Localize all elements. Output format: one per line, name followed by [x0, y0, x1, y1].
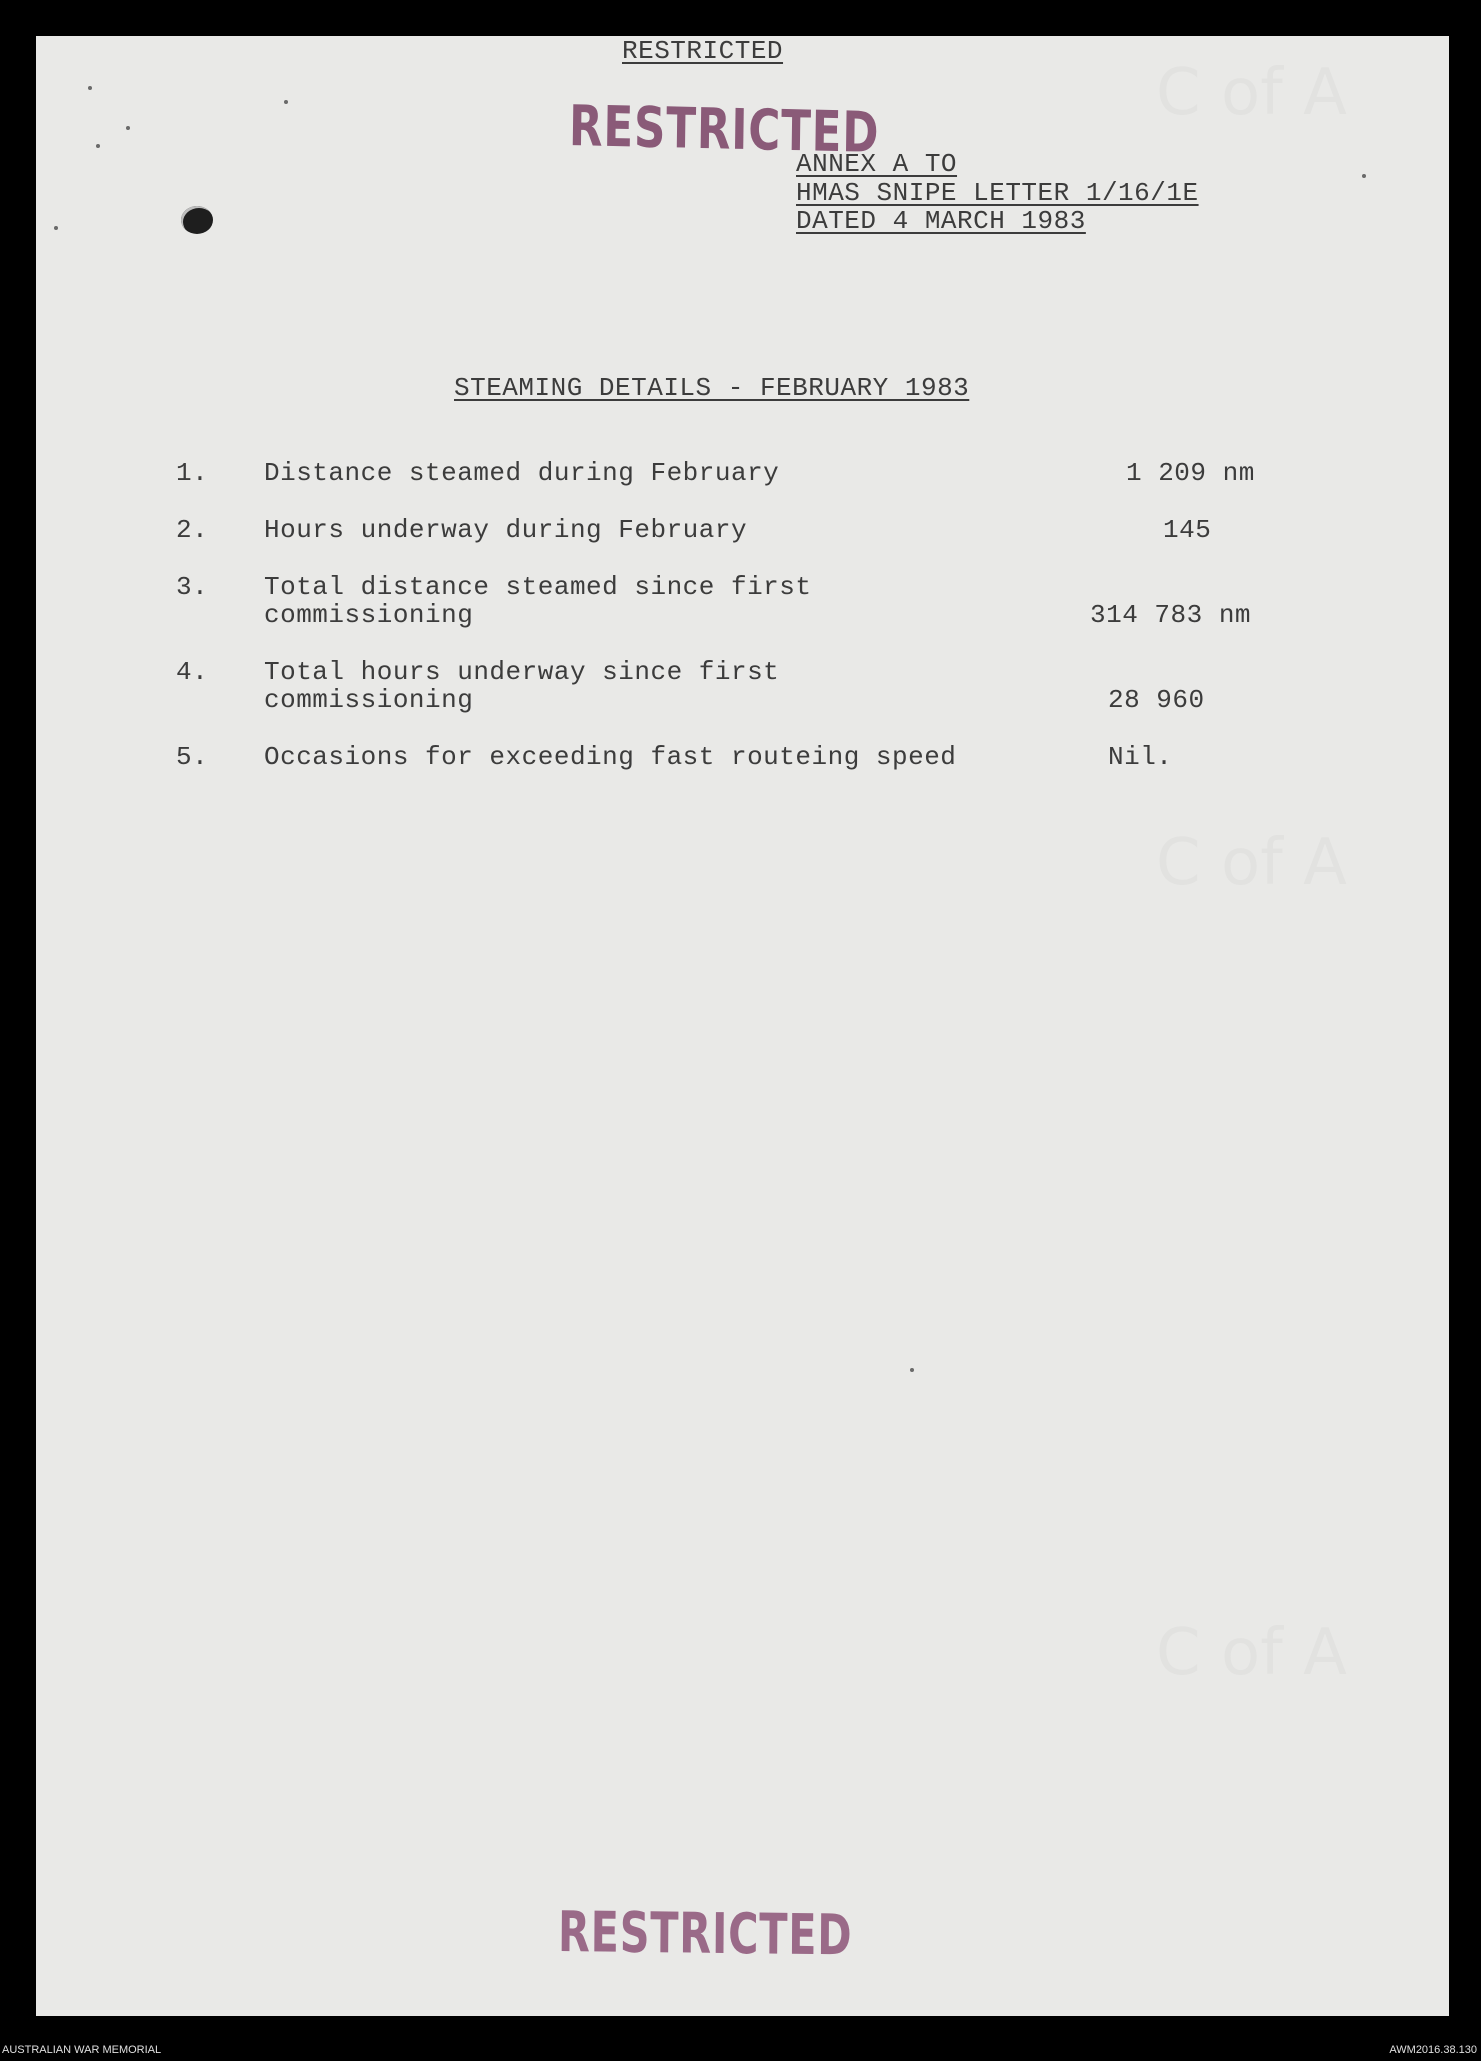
- item-description: Total distance steamed since first: [264, 572, 812, 602]
- speck: [54, 226, 58, 230]
- item-value: 1 209 nm: [1126, 458, 1255, 488]
- annex-line-2: HMAS SNIPE LETTER 1/16/1E: [796, 178, 1199, 208]
- header-classification: RESTRICTED: [622, 36, 784, 66]
- item-description: Hours underway during February: [264, 515, 748, 545]
- item-description: commissioning: [264, 600, 474, 630]
- item-value: Nil.: [1108, 742, 1173, 772]
- item-description: Occasions for exceeding fast routeing speed: [264, 742, 957, 772]
- watermark: C of A: [1156, 1616, 1347, 1690]
- annex-line-1: ANNEX A TO: [796, 149, 958, 179]
- item-description: commissioning: [264, 685, 474, 715]
- item-value: 314 783 nm: [1090, 600, 1252, 630]
- watermark: C of A: [1156, 826, 1347, 900]
- speck: [910, 1368, 914, 1372]
- footer-source: AUSTRALIAN WAR MEMORIAL: [2, 2044, 162, 2056]
- speck: [96, 144, 100, 148]
- document-title: STEAMING DETAILS - FEBRUARY 1983: [454, 373, 970, 403]
- watermark: C of A: [1156, 56, 1347, 130]
- item-value: 28 960: [1108, 685, 1205, 715]
- item-description: Distance steamed during February: [264, 458, 780, 488]
- restricted-stamp-top: RESTRICTED: [568, 94, 880, 166]
- item-description: Total hours underway since first: [264, 657, 780, 687]
- item-number: 5.: [176, 742, 209, 772]
- restricted-stamp-bottom: RESTRICTED: [557, 1900, 853, 1969]
- speck: [88, 86, 92, 90]
- speck: [284, 100, 288, 104]
- item-number: 4.: [176, 657, 209, 687]
- speck: [1362, 174, 1366, 178]
- item-number: 2.: [176, 515, 209, 545]
- annex-line-3: DATED 4 MARCH 1983: [796, 206, 1086, 236]
- document-page: [36, 36, 1449, 2016]
- punch-hole: [181, 206, 213, 234]
- speck: [126, 126, 130, 130]
- item-number: 3.: [176, 572, 209, 602]
- footer-accession: AWM2016.38.130: [1389, 2044, 1477, 2056]
- item-value: 145: [1163, 515, 1212, 545]
- item-number: 1.: [176, 458, 209, 488]
